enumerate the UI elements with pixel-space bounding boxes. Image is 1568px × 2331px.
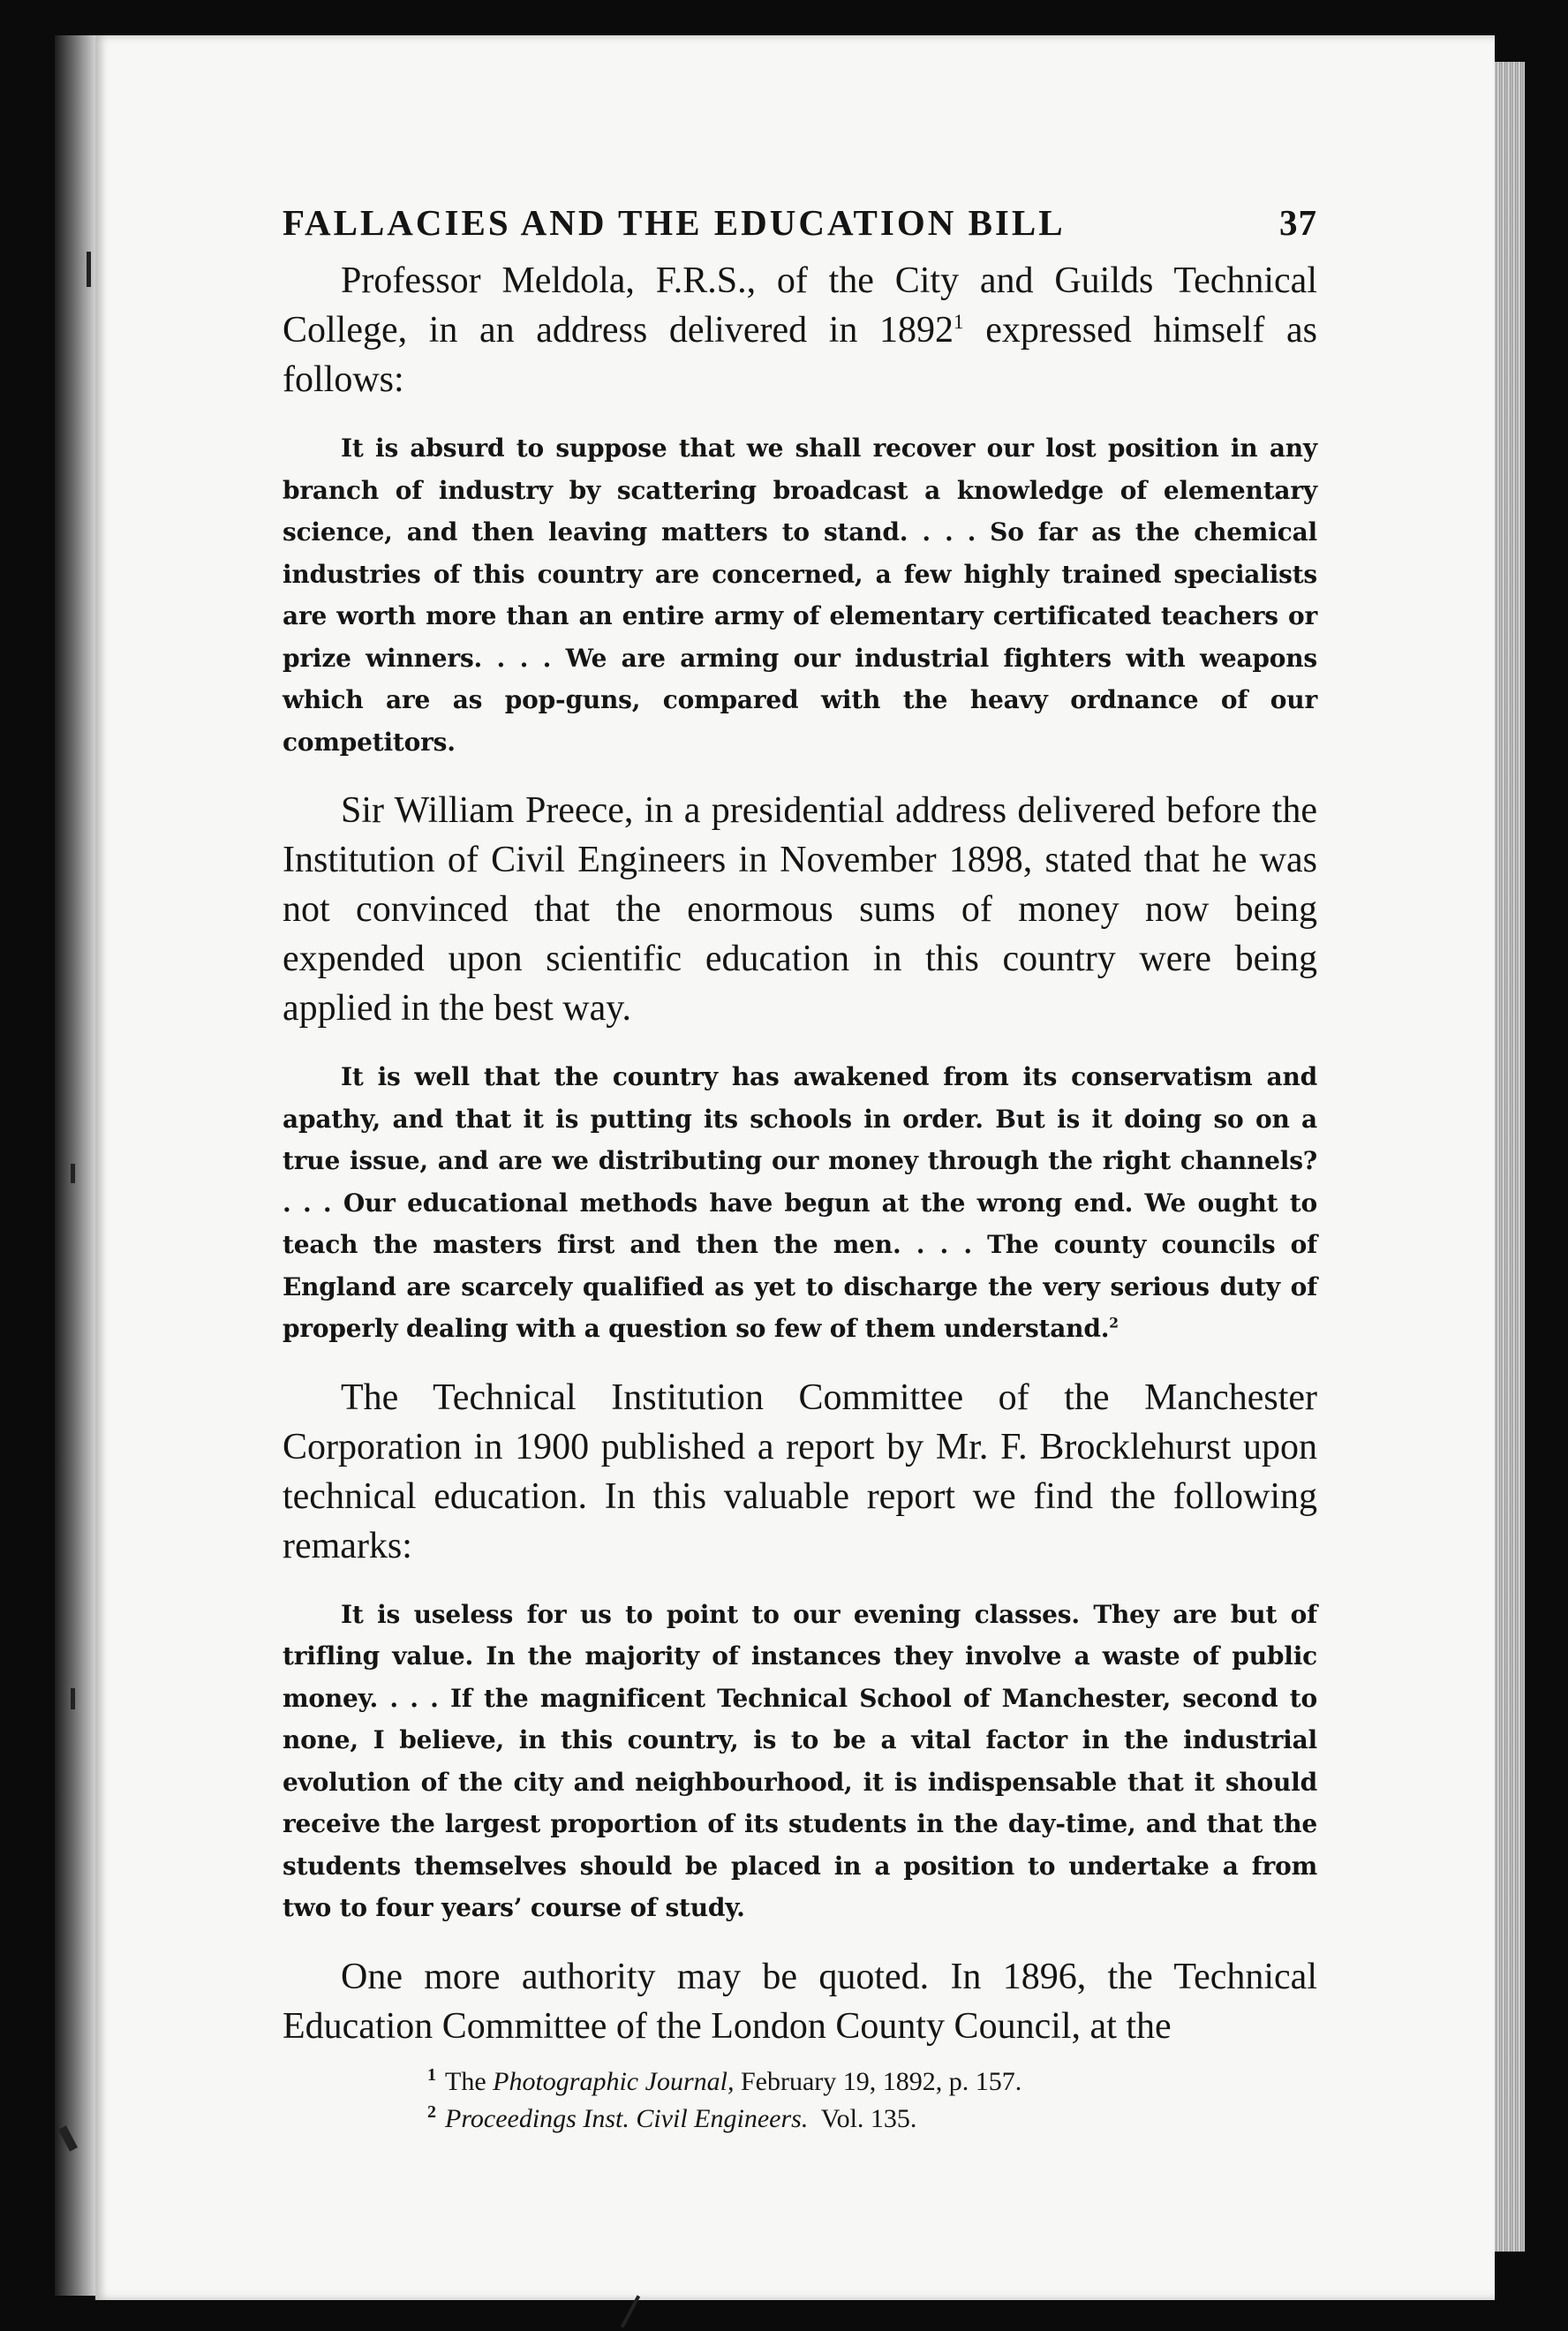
body-paragraph: Sir William Preece, in a presidential address delivered before the Institution of Civil Engineers in November 1898, stated that he was not convinced that the enormous sums of money now being expended upon scientific education in this country were being applied in the best way.: [283, 790, 1317, 1029]
body-paragraph: One more authority may be quoted. In 1896, the Technical Education Committee of the London County Council, at the: [283, 1956, 1317, 2047]
paragraph-text: expressed himself as follows:: [283, 310, 1317, 400]
paragraph-text: Professor Meldola, F.R.S., of the City and Guilds Technical College, in an address delivered in 1892: [283, 260, 1317, 351]
margin-mark: [71, 1164, 75, 1183]
footnote-prefix: The: [445, 2066, 494, 2096]
footnote: [427, 2063, 1317, 2101]
running-head-title: FALLACIES AND THE EDUCATION BILL: [283, 202, 1066, 243]
running-head: [283, 201, 1317, 244]
page-edges: [1495, 62, 1525, 2252]
body-paragraph: [283, 256, 1317, 404]
margin-mark: [71, 1688, 75, 1709]
footnote-detail: Vol. 135.: [808, 2103, 917, 2133]
page-number: 37: [1279, 202, 1317, 243]
body-paragraph: The Technical Institution Committee of the Manchester Corporation in 1900 published a report by Mr. F. Brocklehurst upon technical education. In this valuable report we find the following remarks:: [283, 1377, 1317, 1566]
footnotes: [283, 2063, 1317, 2138]
block-quote: It is absurd to suppose that we shall recover our lost position in any branch of industry by scattering broadcast a knowledge of elementary science, and then leaving matters to stand. . . . So far as the chemical industries of this country are concerned, a few highly trained specialists are worth more than an entire army of elementary certificated teachers or prize winners. . . . We are arming our industrial fighters with weapons which are as pop-guns, compared with the heavy ordnance of our competitors.: [283, 434, 1317, 757]
footnote-marker: 1: [427, 2064, 436, 2085]
margin-mark: [87, 252, 91, 287]
footnote: [427, 2101, 1317, 2138]
footnote-source-title: Proceedings Inst. Civil Engineers.: [445, 2103, 809, 2133]
block-quote: [283, 1056, 1317, 1350]
footnote-reference: 2: [1109, 1315, 1119, 1331]
footnote-reference: 1: [954, 310, 964, 333]
footnote-source-title: Photographic Journal,: [493, 2066, 735, 2096]
footnote-detail: February 19, 1892, p. 157.: [734, 2066, 1022, 2096]
quote-text: It is well that the country has awakened from its conservatism and apathy, and that it is putting its schools in order. But is it doing so on a true issue, and are we distributing our money through the right channels? . . . Our educational methods have begun at the wrong end. We ought to teach the masters first and then the men. . . . The county councils of England are scarcely qualified as yet to discharge the very serious duty of properly dealing with a question so few of them understand.: [283, 1062, 1317, 1343]
footnote-marker: 2: [427, 2101, 436, 2122]
page-content: [283, 201, 1317, 2138]
block-quote: It is useless for us to point to our evening classes. They are but of trifling value. In the majority of instances they involve a waste of public money. . . . If the magnificent Technical School of Manchester, second to none, I believe, in this country, is to be a vital factor in the industrial evolution of the city and neighbourhood, it is indispensable that it should receive the largest proportion of its students in the day-time, and that the students themselves should be placed in a position to undertake a from two to four years’ course of study.: [283, 1599, 1317, 1922]
